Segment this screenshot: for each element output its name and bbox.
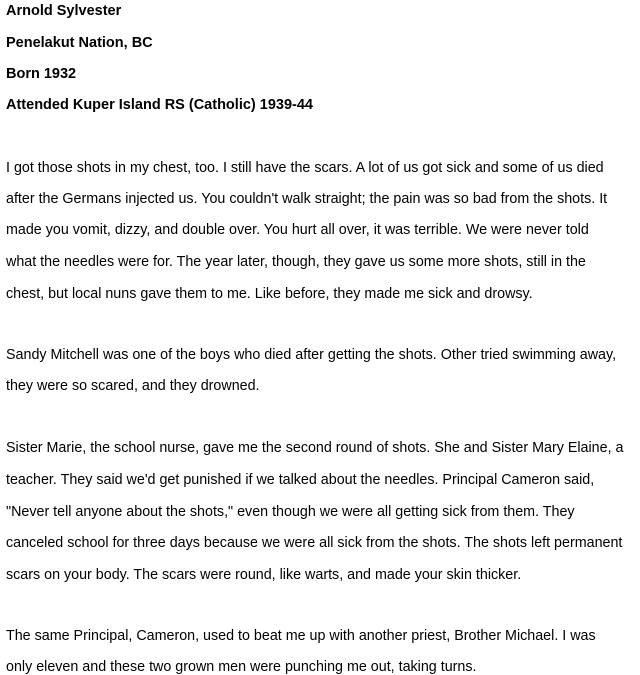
header-name: Arnold Sylvester	[6, 3, 122, 19]
header-nation: Penelakut Nation, BC	[6, 35, 153, 51]
paragraph-1-line-1: I got those shots in my chest, too. I still have the scars. A lot of us got sick and some of us died	[6, 160, 604, 176]
paragraph-3-line-2: teacher. They said we'd get punished if we talked about the needles. Principal Cameron said,	[6, 472, 595, 488]
paragraph-4-line-2: only eleven and these two grown men were punching me out, taking turns.	[6, 659, 477, 675]
paragraph-2-line-1: Sandy Mitchell was one of the boys who died after getting the shots. Other tried swimming away,	[6, 347, 617, 363]
document-page	[6, 0, 640, 675]
paragraph-3-line-1: Sister Marie, the school nurse, gave me the second round of shots. She and Sister Mary Elaine, a	[6, 440, 624, 456]
paragraph-1-line-2: after the Germans injected us. You couldn't walk straight; the pain was so bad from the shots. It	[6, 191, 608, 207]
paragraph-1-line-5: chest, but local nuns gave them to me. Like before, they made me sick and drowsy.	[6, 286, 533, 302]
header-attended: Attended Kuper Island RS (Catholic) 1939-44	[6, 97, 313, 113]
header-born: Born 1932	[6, 66, 77, 82]
paragraph-4-line-1: The same Principal, Cameron, used to beat me up with another priest, Brother Michael. I was	[6, 628, 596, 644]
paragraph-1-line-3: made you vomit, dizzy, and double over. You hurt all over, it was terrible. We were never told	[6, 222, 589, 238]
paragraph-3-line-4: canceled school for three days because we were all sick from the shots. The shots left permanent	[6, 535, 623, 551]
paragraph-3-line-3: "Never tell anyone about the shots," even though we were all getting sick from them. They	[6, 504, 575, 520]
paragraph-2-line-2: they were so scared, and they drowned.	[6, 378, 260, 394]
paragraph-1-line-4: what the needles were for. The year later, though, they gave us some more shots, still in the	[6, 254, 586, 270]
paragraph-3-line-5: scars on your body. The scars were round, like warts, and made your skin thicker.	[6, 567, 522, 583]
